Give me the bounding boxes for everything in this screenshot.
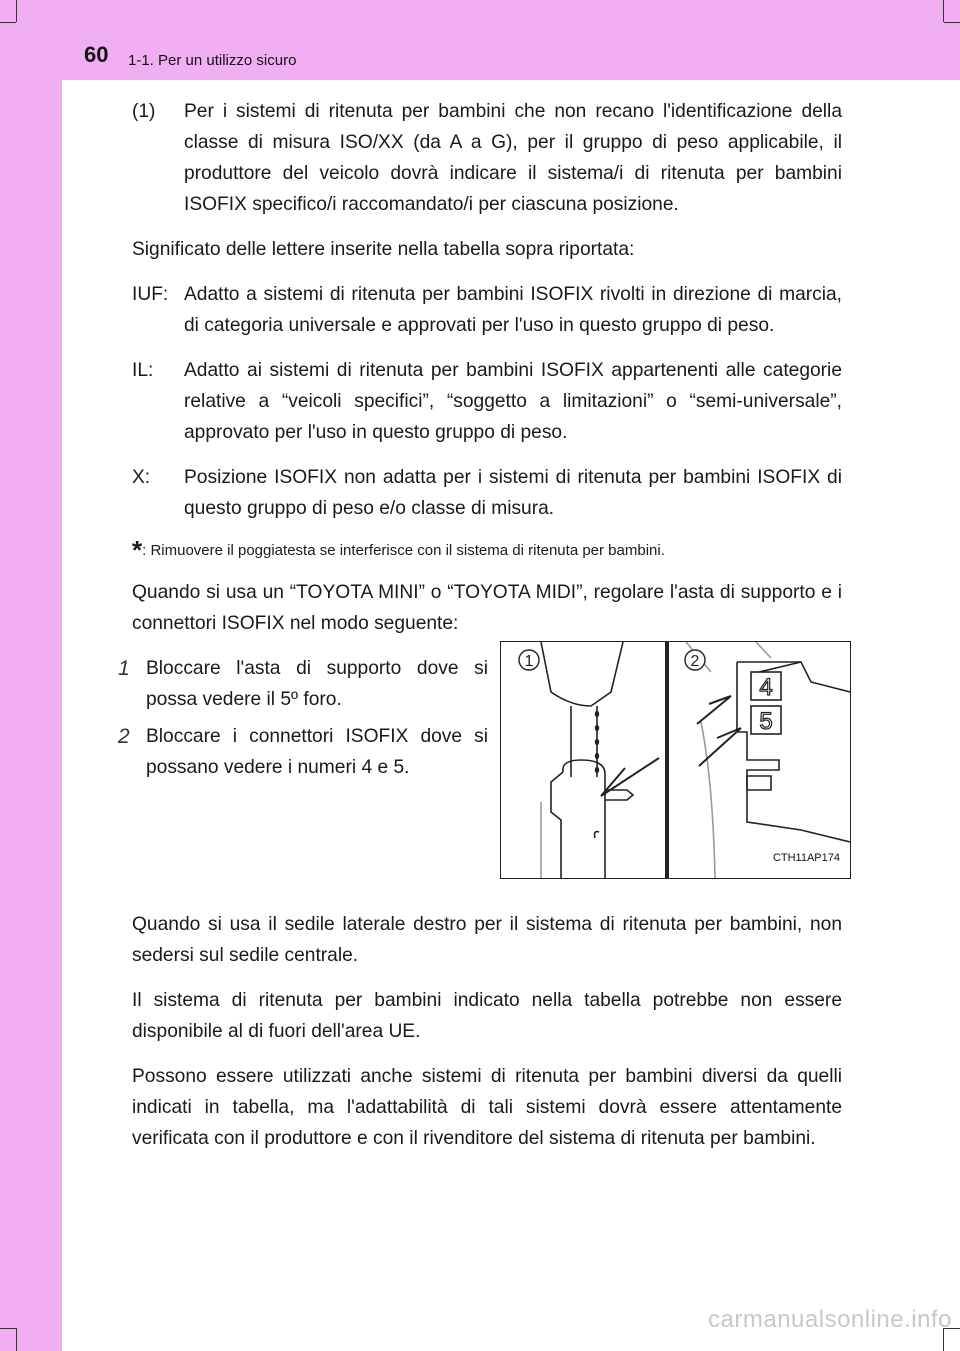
crop-mark bbox=[0, 22, 16, 23]
watermark: carmanualsonline.info bbox=[708, 1306, 952, 1333]
crop-mark bbox=[16, 0, 17, 22]
step-text: Bloccare l'asta di supporto dove si possa vedere il 5º foro. bbox=[146, 658, 488, 710]
callout-2: 2 bbox=[690, 653, 700, 670]
step-text: Bloccare i connettori ISOFIX dove si possano vedere i numeri 4 e 5. bbox=[146, 726, 488, 778]
connector-latch bbox=[747, 776, 771, 790]
crop-mark bbox=[0, 1328, 16, 1329]
figure-code: CTH11AP174 bbox=[771, 843, 842, 874]
legend-intro: Significato delle lettere inserite nella tabella sopra riportata: bbox=[132, 239, 635, 260]
panel-divider bbox=[665, 642, 669, 878]
connector-top bbox=[737, 662, 850, 692]
definition-label: X: bbox=[132, 467, 151, 488]
seat-edge bbox=[701, 722, 715, 878]
definition-iuf bbox=[132, 279, 842, 341]
toyota-intro: Quando si usa un “TOYOTA MINI” o “TOYOTA MIDI”, regolare l'asta di supporto e i connettori ISOFIX nel modo seguente: bbox=[132, 582, 842, 634]
paragraph-side-seat: Quando si usa il sedile laterale destro per il sistema di ritenuta per bambini, non sedersi sul sedile centrale. bbox=[132, 914, 842, 966]
page-number: 60 bbox=[84, 42, 109, 67]
footnote-asterisk: * bbox=[132, 535, 143, 565]
step-list bbox=[118, 653, 488, 789]
page-header bbox=[0, 0, 960, 80]
connector-slope bbox=[759, 662, 801, 672]
support-arrow bbox=[601, 758, 659, 796]
crop-mark bbox=[944, 22, 960, 23]
definition-label: IL: bbox=[132, 360, 154, 381]
arrow-to-4 bbox=[697, 696, 731, 724]
callout-1: 1 bbox=[524, 653, 534, 670]
definition-text: Adatto ai sistemi di ritenuta per bambini ISOFIX appartenenti alle categorie relative a “veicoli specifici”, “soggetto a limitazioni” o “semi-universale”, approvato per l'uso in questo gruppo di peso. bbox=[184, 360, 842, 443]
digit-4: 4 bbox=[759, 674, 773, 701]
definition-text: Posizione ISOFIX non adatta per i sistemi di ritenuta per bambini ISOFIX di questo gruppo di peso e/o classe di misura. bbox=[184, 467, 842, 519]
steps-with-figure bbox=[118, 653, 842, 897]
support-top-shape bbox=[541, 642, 623, 706]
paragraph-eu-availability: Il sistema di ritenuta per bambini indicato nella tabella potrebbe non essere disponibile al di fuori dell'area UE. bbox=[132, 990, 842, 1042]
item-label: (1) bbox=[132, 101, 156, 122]
section-title: 1-1. Per un utilizzo sicuro bbox=[128, 52, 297, 69]
crop-mark bbox=[943, 0, 944, 22]
digit-5: 5 bbox=[759, 708, 773, 735]
crop-mark bbox=[16, 1328, 17, 1351]
step-number: 2 bbox=[118, 725, 130, 748]
definition-text: Adatto a sistemi di ritenuta per bambini ISOFIX rivolti in direzione di marcia, di categoria universale e approvati per l'uso in questo gruppo di peso. bbox=[184, 284, 842, 336]
item-text: Per i sistemi di ritenuta per bambini che non recano l'identificazione della classe di misura ISO/XX (da A a G), per il gruppo di peso applicabile, il produttore del veicolo dovrà indicare il sistema/i di ritenuta per bambini ISOFIX specifico/i raccomandato/i per ciascuna posizione. bbox=[184, 101, 842, 215]
numbered-item-1 bbox=[132, 96, 842, 220]
paragraph-other-systems: Possono essere utilizzati anche sistemi di ritenuta per bambini diversi da quelli indicati in tabella, ma l'adattabilità di tali sistemi dovrà essere attentamente verificata con il produttore e con il rivenditore del sistema di ritenuta per bambini. bbox=[132, 1066, 842, 1149]
definition-x bbox=[132, 462, 842, 524]
definition-label: IUF: bbox=[132, 284, 169, 305]
footnote-text: : Rimuovere il poggiatesta se interferisce con il sistema di ritenuta per bambini. bbox=[142, 542, 665, 559]
step-2 bbox=[118, 721, 488, 783]
support-sleeve-left bbox=[551, 772, 563, 878]
page-content bbox=[118, 96, 842, 1168]
seat-line-2 bbox=[756, 642, 771, 658]
side-color-band bbox=[0, 0, 62, 1351]
step-number: 1 bbox=[118, 657, 130, 680]
footnote bbox=[132, 535, 842, 565]
connector-body bbox=[737, 662, 850, 842]
step-1 bbox=[118, 653, 488, 715]
isofix-illustration bbox=[500, 641, 851, 879]
support-mark bbox=[595, 832, 600, 838]
definition-il bbox=[132, 355, 842, 448]
support-sleeve-right bbox=[563, 760, 605, 878]
